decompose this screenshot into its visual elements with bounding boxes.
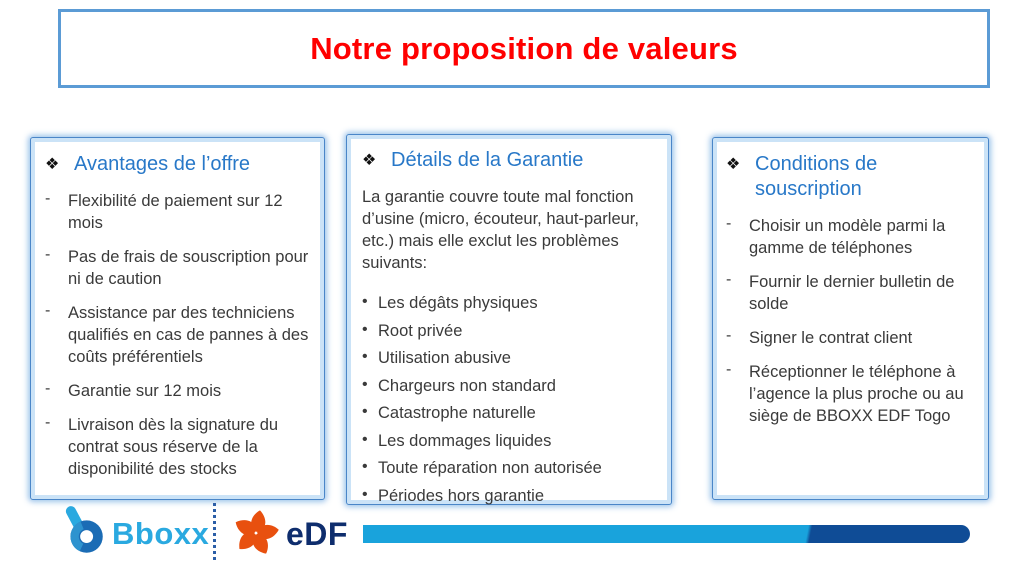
list-item-text: Livraison dès la signature du contrat sous réserve de la disponibilité des stocks (68, 416, 279, 478)
card-heading-row (726, 152, 976, 202)
diamond-bullet-icon: ❖ (45, 156, 60, 173)
card-details-garantie (346, 134, 672, 505)
list-item-text: Catastrophe naturelle (378, 404, 536, 422)
list-item-text: Chargeurs non standard (378, 376, 556, 395)
list-item (362, 348, 659, 370)
edf-flame-icon (228, 505, 284, 562)
list-item (726, 327, 976, 349)
list-item-text: Flexibilité de paiement sur 12 mois (68, 192, 283, 232)
dash-marker: - (45, 380, 51, 397)
warranty-intro-paragraph: La garantie couvre toute mal fonction d’usine (micro, écouteur, haut-parleur, etc.) mais elle exclut les problèmes suivants: (362, 188, 639, 272)
list-item-text: Choisir un modèle parmi la gamme de téléphones (749, 217, 946, 257)
list-item (45, 380, 310, 402)
list-item (362, 376, 659, 398)
card-avantages-offre (30, 137, 325, 500)
bboxx-wordmark: Bboxx (112, 515, 210, 551)
list-item (362, 403, 659, 425)
list-item-text: Les dégâts physiques (378, 294, 538, 312)
list-item (45, 302, 310, 368)
footer-dotted-divider (213, 503, 216, 560)
dot-marker: • (362, 320, 368, 338)
list-item-text: Signer le contrat client (749, 329, 913, 347)
list-item (45, 190, 310, 234)
card-heading-row (362, 148, 659, 173)
dash-marker: - (45, 302, 51, 319)
bboxx-logo (58, 506, 209, 561)
footer (0, 503, 1024, 562)
card-heading-row (45, 152, 310, 177)
dot-marker: • (362, 430, 368, 448)
dash-marker: - (726, 215, 732, 232)
list-item (726, 271, 976, 315)
diamond-bullet-icon: ❖ (726, 156, 741, 173)
bboxx-logo-icon (58, 506, 106, 561)
list-item-text: Garantie sur 12 mois (68, 382, 222, 400)
card-heading: Avantages de l’offre (74, 153, 251, 175)
list-item-text: Fournir le dernier bulletin de solde (749, 273, 955, 313)
card-heading: Conditions de souscription (755, 153, 878, 200)
advantages-list (45, 190, 310, 480)
list-item (362, 458, 659, 480)
dot-marker: • (362, 458, 368, 475)
dash-marker: - (45, 190, 51, 207)
dot-marker: • (362, 375, 368, 393)
list-item-text: Utilisation abusive (378, 349, 511, 367)
list-item-text: Les dommages liquides (378, 431, 552, 450)
dash-marker: - (726, 327, 732, 344)
list-item-text: Périodes hors garantie (378, 486, 545, 505)
list-item-text: Pas de frais de souscription pour ni de caution (68, 248, 309, 288)
card-conditions-souscription (712, 137, 989, 500)
dash-marker: - (726, 361, 732, 378)
list-item-text: Réceptionner le téléphone à l’agence la plus proche ou au siège de BBOXX EDF Togo (749, 363, 964, 425)
dot-marker: • (362, 403, 368, 420)
list-item (726, 361, 976, 427)
list-item-text: Assistance par des techniciens qualifiés en cas de pannes à des coûts préférentiels (68, 304, 309, 366)
list-item (45, 414, 310, 480)
exclusions-list (362, 293, 659, 507)
list-item (362, 321, 659, 343)
list-item (362, 431, 659, 453)
list-item (726, 215, 976, 259)
dot-marker: • (362, 485, 368, 503)
page-title: Notre proposition de valeurs (310, 30, 738, 66)
list-item (362, 293, 659, 315)
dash-marker: - (726, 271, 732, 288)
dot-marker: • (362, 293, 368, 310)
edf-logo (228, 505, 348, 562)
diamond-bullet-icon: ❖ (362, 152, 377, 169)
conditions-list (726, 215, 976, 427)
list-item-text: Root privée (378, 321, 463, 340)
list-item-text: Toute réparation non autorisée (378, 459, 602, 477)
dash-marker: - (45, 246, 51, 263)
list-item (45, 246, 310, 290)
card-heading: Détails de la Garantie (391, 149, 584, 171)
edf-wordmark: eDF (286, 516, 348, 552)
title-banner (58, 9, 990, 88)
footer-accent-bar (363, 525, 970, 543)
dash-marker: - (45, 414, 51, 431)
dot-marker: • (362, 348, 368, 365)
